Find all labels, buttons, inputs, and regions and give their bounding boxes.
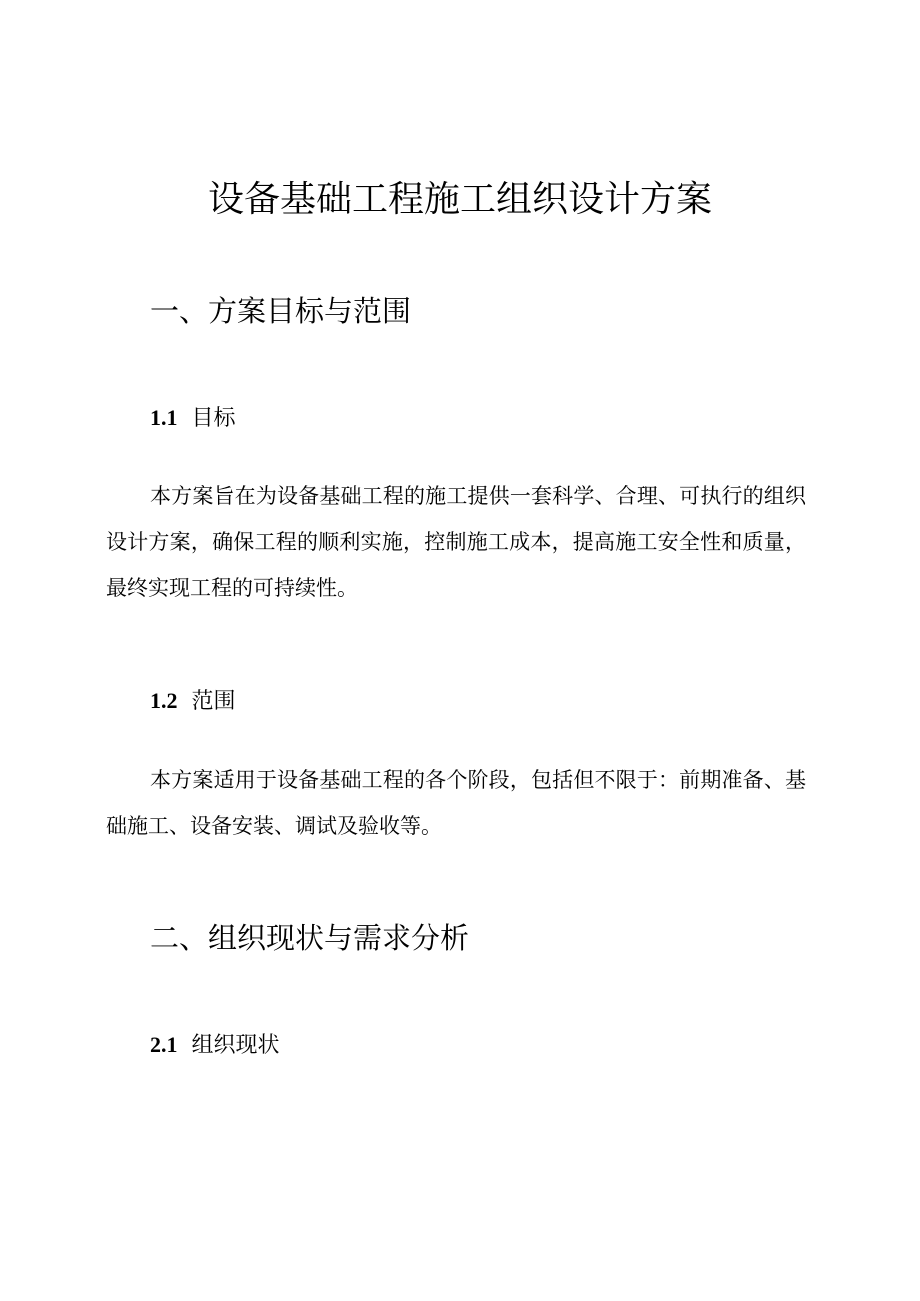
subsection-heading-goal bbox=[150, 398, 236, 439]
subsection-label: 目标 bbox=[191, 406, 236, 431]
document-title: 设备基础工程施工组织设计方案 bbox=[207, 179, 712, 220]
subsection-label: 组织现状 bbox=[191, 1033, 280, 1058]
subsection-number: 2.1 bbox=[150, 1032, 178, 1057]
section-heading-goals-scope: 一、方案目标与范围 bbox=[150, 294, 412, 328]
subsection-number: 1.1 bbox=[150, 405, 178, 430]
section-heading-status-analysis: 二、组织现状与需求分析 bbox=[150, 921, 470, 955]
subsection-heading-status bbox=[150, 1025, 280, 1066]
subsection-heading-scope bbox=[150, 681, 236, 722]
subsection-number: 1.2 bbox=[150, 688, 178, 713]
subsection-label: 范围 bbox=[191, 689, 236, 714]
paragraph-goal: 本方案旨在为设备基础工程的施工提供一套科学、合理、可执行的组织设计方案，确保工程的顺利实施，控制施工成本，提高施工安全性和质量，最终实现工程的可持续性。 bbox=[106, 484, 806, 600]
paragraph-scope: 本方案适用于设备基础工程的各个阶段，包括但不限于：前期准备、基础施工、设备安装、调试及验收等。 bbox=[106, 768, 806, 838]
